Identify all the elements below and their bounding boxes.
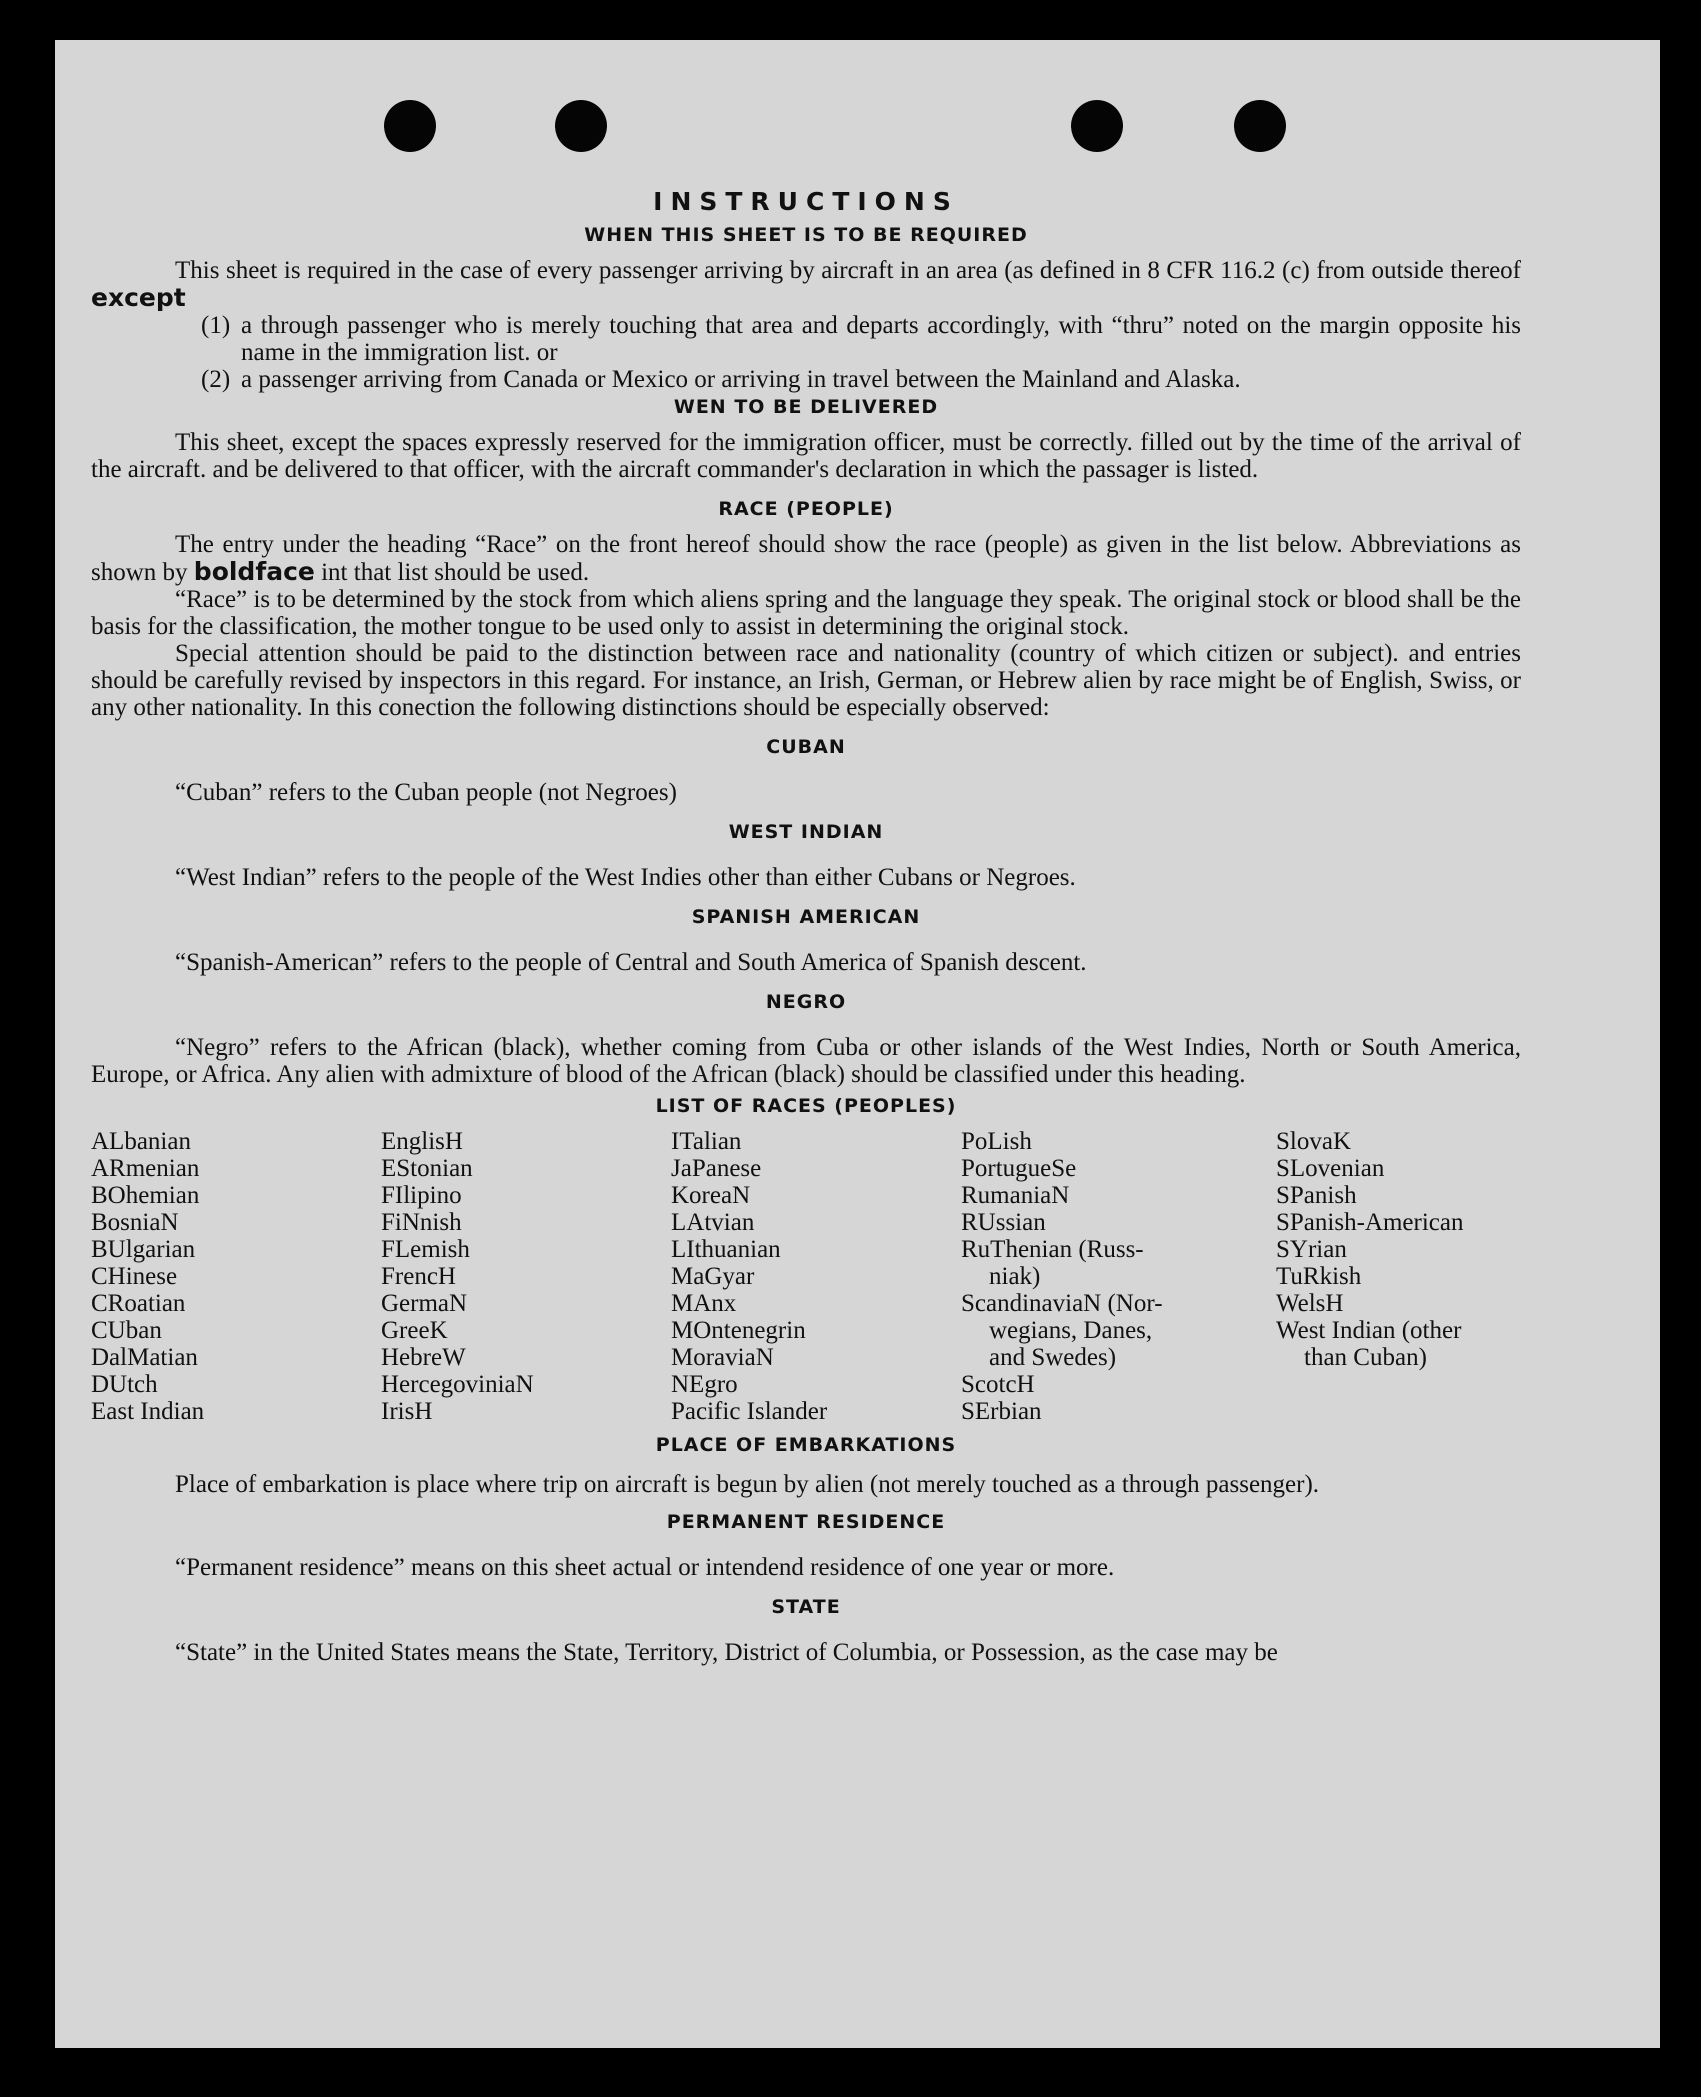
race-item: GreeK (381, 1317, 448, 1344)
race-item: BosniaN (91, 1209, 179, 1236)
race-item: HercegoviniaN (381, 1371, 534, 1398)
race-item: RumaniaN (961, 1182, 1070, 1209)
punch-hole (384, 100, 436, 152)
paragraph-spanish-american: “Spanish-American” refers to the people of Central and South America of Spanish descent. (175, 949, 1087, 976)
race-item: DUtch (91, 1371, 158, 1398)
race-item: Pacific Islander (671, 1398, 828, 1425)
race-item: FiNnish (381, 1209, 462, 1236)
race-item: MaGyar (671, 1263, 755, 1290)
paragraph-race-3: Special attention should be paid to the distinction between race and nationality (country of which citizen or subject). and entries should be carefully revised by inspectors in this regard. For instance, an Irish, German, or Hebrew alien by race might be of English, Swiss, or any other nationality. In this conection the following distinctions should be especially observed: (91, 640, 1521, 721)
paragraph-cuban: “Cuban” refers to the Cuban people (not Negroes) (175, 779, 677, 806)
paragraph-when-required: This sheet is required in the case of every passenger arriving by aircraft in an area (as defined in 8 CFR 116.2 (c) from outside thereof except (91, 257, 1521, 312)
paragraph-place-of-embarkation: Place of embarkation is place where trip on aircraft is begun by alien (not merely touched as a through passenger). (175, 1471, 1320, 1498)
paragraph-race-2: “Race” is to be determined by the stock from which aliens spring and the language they speak. The original stock or blood shall be the basis for the classification, the mother tongue to be used only to assist in determining the original stock. (91, 586, 1521, 640)
race-item: SPanish (1276, 1182, 1357, 1209)
heading-state: STATE (771, 1596, 841, 1618)
race-item: PortugueSe (961, 1155, 1077, 1182)
race-item: FLemish (381, 1236, 470, 1263)
races-column-1 (91, 1128, 381, 1425)
races-column-2 (381, 1128, 671, 1425)
page-title: INSTRUCTIONS (653, 187, 959, 216)
race-item: HebreW (381, 1344, 466, 1371)
race-item: ScotcH (961, 1371, 1035, 1398)
race-item: CHinese (91, 1263, 178, 1290)
boldface-word: boldface (193, 557, 315, 586)
race-item: ScandinaviaN (Nor- (961, 1290, 1163, 1317)
except-word: except (91, 283, 186, 312)
race-item: JaPanese (671, 1155, 762, 1182)
races-column-3 (671, 1128, 961, 1425)
race-item: SErbian (961, 1398, 1042, 1425)
race-item: IrisH (381, 1398, 433, 1425)
race-item: TuRkish (1276, 1263, 1362, 1290)
race-item: EnglisH (381, 1128, 463, 1155)
race-item: SPanish-American (1276, 1209, 1464, 1236)
punch-hole (1234, 100, 1286, 152)
races-column-5 (1276, 1128, 1521, 1425)
race-item: SLovenian (1276, 1155, 1385, 1182)
race-item: FIlipino (381, 1182, 462, 1209)
races-column-4 (961, 1128, 1276, 1425)
race-item-continued: than Cuban) (1304, 1344, 1427, 1371)
race-item: ALbanian (91, 1128, 191, 1155)
instructions-body (91, 188, 1521, 1666)
heading-spanish-american: SPANISH AMERICAN (691, 906, 921, 928)
punch-hole (1071, 100, 1123, 152)
races-list (91, 1128, 1521, 1425)
heading-place-of-embarkation: PLACE OF EMBARKATIONS (655, 1434, 957, 1456)
race-item: ARmenian (91, 1155, 200, 1182)
heading-negro: NEGRO (765, 991, 847, 1013)
race-item: DalMatian (91, 1344, 198, 1371)
heading-permanent-residence: PERMANENT RESIDENCE (666, 1511, 946, 1533)
race-item: WelsH (1276, 1290, 1344, 1317)
heading-race: RACE (PEOPLE) (718, 498, 894, 520)
paragraph-race-1: The entry under the heading “Race” on the front hereof should show the race (people) as given in the list below. Abbreviations as shown by boldface int that list should be used. (91, 531, 1521, 586)
race-item-continued: niak) (989, 1263, 1041, 1290)
race-item: CRoatian (91, 1290, 186, 1317)
race-item: SYrian (1276, 1236, 1347, 1263)
race-item-continued: wegians, Danes, (989, 1317, 1153, 1344)
heading-when-delivered: WEN TO BE DELIVERED (673, 396, 939, 418)
race-item: PoLish (961, 1128, 1032, 1155)
exception-item-2: (2) a passenger arriving from Canada or Mexico or arriving in travel between the Mainland and Alaska. (201, 366, 1241, 393)
race-item: BUlgarian (91, 1236, 196, 1263)
race-item: RUssian (961, 1209, 1046, 1236)
race-item: SlovaK (1276, 1128, 1351, 1155)
paragraph-west-indian: “West Indian” refers to the people of the West Indies other than either Cubans or Negroes. (175, 864, 1076, 891)
paragraph-permanent-residence: “Permanent residence” means on this sheet actual or intendend residence of one year or more. (175, 1554, 1115, 1581)
race-item: MoraviaN (671, 1344, 774, 1371)
race-item: BOhemian (91, 1182, 200, 1209)
race-item: LIthuanian (671, 1236, 781, 1263)
race-item: RuThenian (Russ- (961, 1236, 1144, 1263)
race-item: West Indian (other (1276, 1317, 1462, 1344)
race-item: ITalian (671, 1128, 742, 1155)
heading-cuban: CUBAN (766, 736, 846, 758)
race-item: FrencH (381, 1263, 456, 1290)
paragraph-state: “State” in the United States means the State, Territory, District of Columbia, or Possession, as the case may be (175, 1639, 1278, 1666)
heading-when-required: WHEN THIS SHEET IS TO BE REQUIRED (584, 224, 1028, 246)
race-item: East Indian (91, 1398, 205, 1425)
race-item: NEgro (671, 1371, 738, 1398)
race-item: CUban (91, 1317, 162, 1344)
heading-list-of-races: LIST OF RACES (PEOPLES) (655, 1095, 957, 1117)
race-item: GermaN (381, 1290, 468, 1317)
race-item: MAnx (671, 1290, 737, 1317)
heading-west-indian: WEST INDIAN (728, 821, 884, 843)
exception-item-1: (1) a through passenger who is merely touching that area and departs accordingly, with “thru” noted on the margin opposite his name in the immigration list. or (201, 312, 1521, 366)
document-page (55, 40, 1660, 2048)
race-item: MOntenegrin (671, 1317, 806, 1344)
race-item-continued: and Swedes) (989, 1344, 1117, 1371)
paragraph-negro: “Negro” refers to the African (black), whether coming from Cuba or other islands of the West Indies, North or South America, Europe, or Africa. Any alien with admixture of blood of the African (black) should be classified under this heading. (91, 1034, 1521, 1088)
race-item: KoreaN (671, 1182, 751, 1209)
race-item: LAtvian (671, 1209, 755, 1236)
punch-hole (555, 100, 607, 152)
paragraph-when-delivered: This sheet, except the spaces expressly reserved for the immigration officer, must be correctly. filled out by the time of the arrival of the aircraft. and be delivered to that officer, with the aircraft commander's declaration in which the passager is listed. (91, 429, 1521, 483)
race-item: EStonian (381, 1155, 473, 1182)
